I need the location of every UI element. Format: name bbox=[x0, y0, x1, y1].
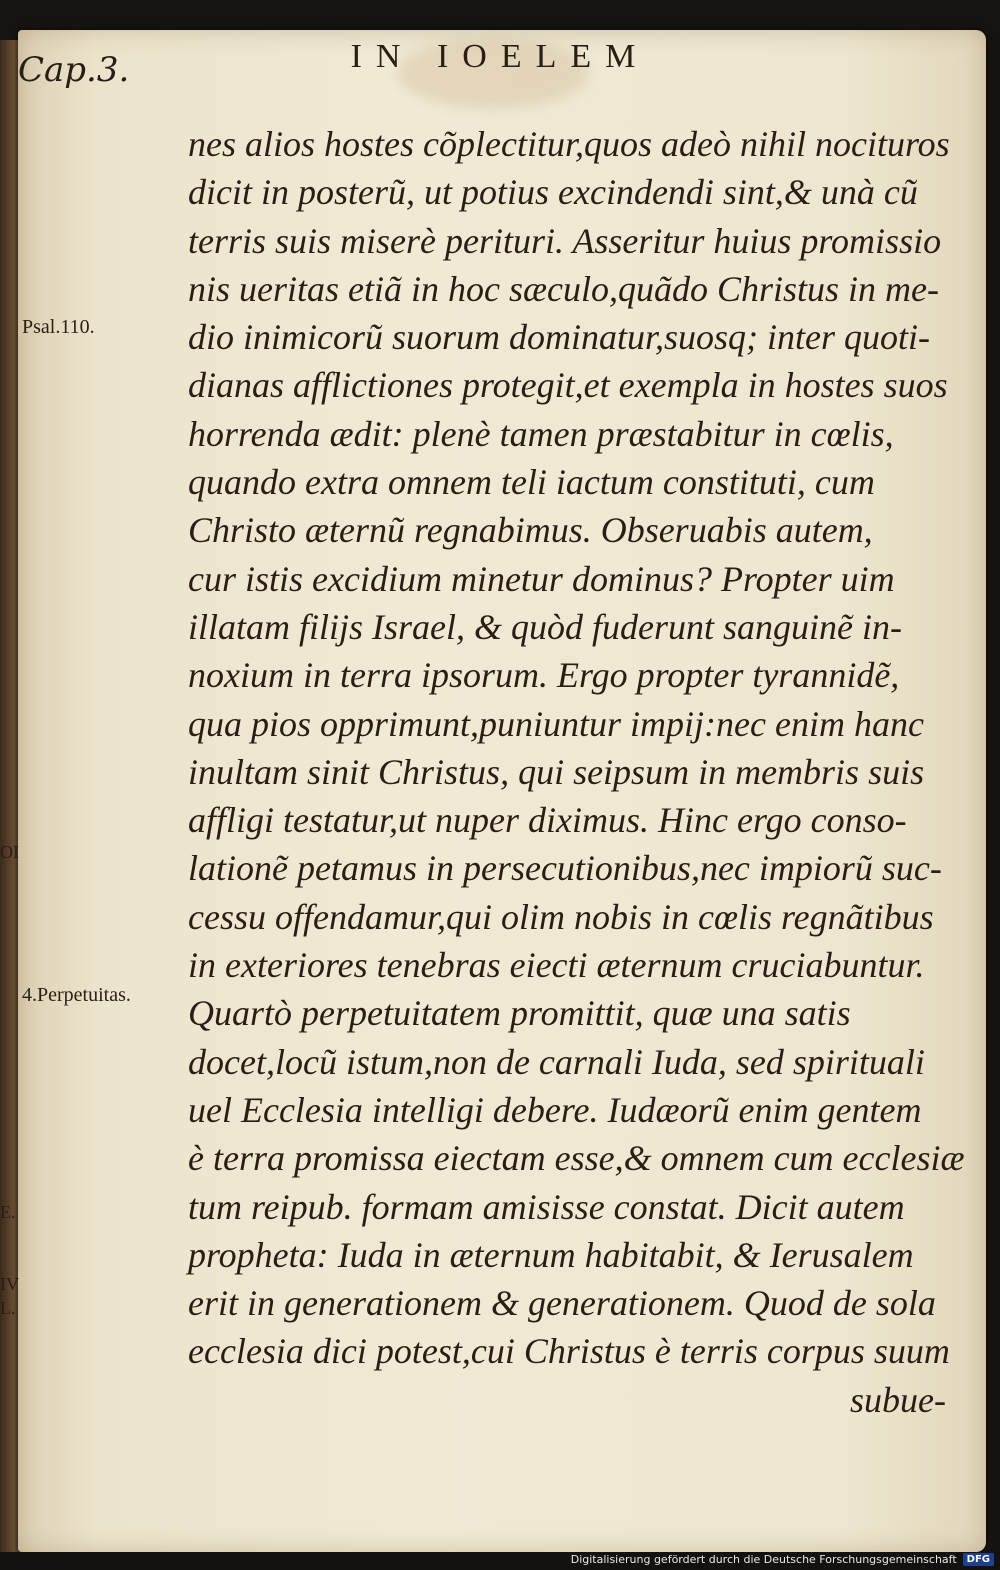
chapter-mark: Cap.3. bbox=[18, 50, 130, 90]
body-text bbox=[188, 120, 965, 1424]
text-line: in exteriores tenebras eiecti æternum cruciabuntur. bbox=[188, 945, 925, 986]
text-line: quando extra omnem teli iactum constituti, cum bbox=[188, 462, 875, 503]
dfg-logo-icon: DFG bbox=[963, 1553, 994, 1566]
footer-credit-text: Digitalisierung gefördert durch die Deutsche Forschungsgemeinschaft bbox=[570, 1553, 957, 1566]
edge-fragment: L. bbox=[0, 1298, 16, 1318]
text-line: qua pios opprimunt,puniuntur impij:nec enim hanc bbox=[188, 703, 924, 744]
running-head: IN IOELEM bbox=[350, 38, 650, 75]
text-line: terris suis miserè perituri. Asseritur huius promissio bbox=[188, 220, 942, 261]
text-line: inultam sinit Christus, qui seipsum in membris suis bbox=[188, 751, 925, 792]
edge-fragment: OI bbox=[0, 842, 19, 862]
text-line: illatam filijs Israel, & quòd fuderunt sanguinẽ in- bbox=[188, 606, 902, 647]
text-line: uel Ecclesia intelligi debere. Iudæorũ enim gentem bbox=[188, 1089, 922, 1130]
margin-note-perpetuitas: 4.Perpetuitas. bbox=[22, 984, 131, 1006]
text-line: ecclesia dici potest,cui Christus è terris corpus suum bbox=[188, 1331, 950, 1372]
edge-fragment: E. bbox=[0, 1202, 16, 1222]
text-line: noxium in terra ipsorum. Ergo propter tyrannidẽ, bbox=[188, 655, 900, 696]
text-line: è terra promissa eiectam esse,& omnem cum ecclesiæ bbox=[188, 1138, 965, 1179]
margin-note-psalm: Psal.110. bbox=[22, 316, 95, 338]
text-line: cur istis excidium minetur dominus? Propter uim bbox=[188, 558, 895, 599]
text-line: tum reipub. formam amisisse constat. Dicit autem bbox=[188, 1186, 905, 1227]
text-line: lationẽ petamus in persecutionibus,nec impiorũ suc- bbox=[188, 848, 942, 889]
catchword: subue- bbox=[850, 1379, 946, 1420]
text-line: dio inimicorũ suorum dominatur,suosq; inter quoti- bbox=[188, 317, 931, 358]
edge-fragment: IV bbox=[0, 1274, 19, 1294]
text-line: Quartò perpetuitatem promittit, quæ una satis bbox=[188, 993, 851, 1034]
text-line: nis ueritas etiã in hoc sæculo,quãdo Christus in me- bbox=[188, 268, 939, 309]
text-line: propheta: Iuda in æternum habitabit, & Ierusalem bbox=[188, 1234, 914, 1275]
text-line: docet,locũ istum,non de carnali Iuda, sed spirituali bbox=[188, 1041, 925, 1082]
text-line: affligi testatur,ut nuper diximus. Hinc ergo conso- bbox=[188, 800, 907, 841]
text-line: Christo æternũ regnabimus. Obseruabis autem, bbox=[188, 510, 873, 551]
text-line: cessu offendamur,qui olim nobis in cœlis regnãtibus bbox=[188, 896, 934, 937]
footer-credit bbox=[571, 1553, 994, 1566]
text-line: erit in generationem & generationem. Quod de sola bbox=[188, 1283, 936, 1324]
text-line: dicit in posterũ, ut potius excindendi sint,& unà cũ bbox=[188, 172, 918, 213]
text-line: horrenda ædit: plenè tamen præstabitur in cœlis, bbox=[188, 413, 894, 454]
text-line: nes alios hostes cõplectitur,quos adeò nihil nocituros bbox=[188, 124, 950, 164]
text-line: dianas afflictiones protegit,et exempla in hostes suos bbox=[188, 365, 948, 406]
